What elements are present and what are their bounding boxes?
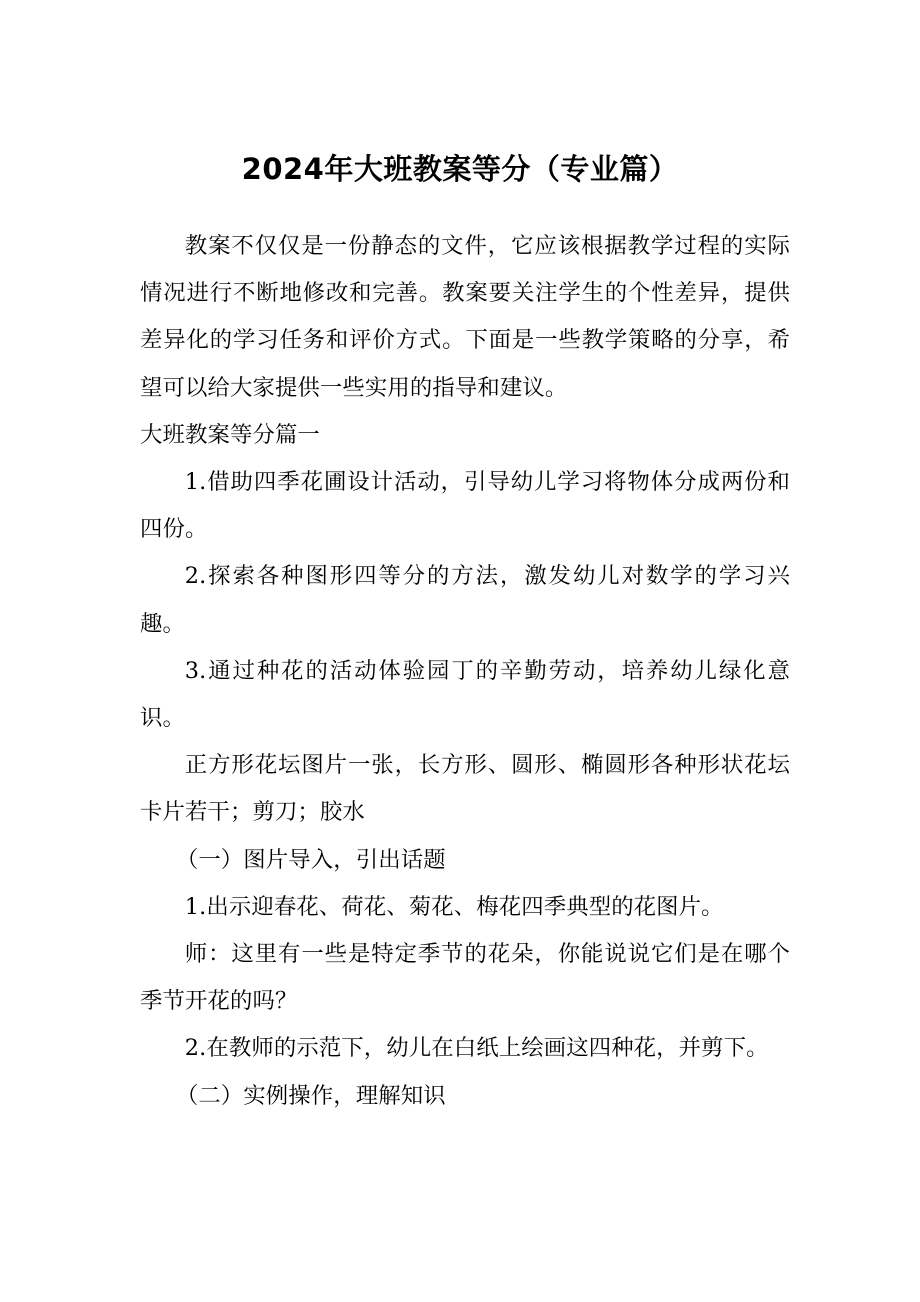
document-title: 2024年大班教案等分（专业篇） [241,152,679,186]
step-item: 2.在教师的示范下，幼儿在白纸上绘画这四种花，并剪下。 [184,1035,769,1062]
intro-paragraph: 教案不仅仅是一份静态的文件，它应该根据教学过程的实际情况进行不断地修改和完善。教案要关注学生的个性差异，提供差异化的学习任务和评价方式。下面是一些教学策略的分享，希望可以给大家提供一些实用的指导和建议。 [140,233,790,401]
step-heading: （二）实例操作，理解知识 [175,1082,446,1109]
materials-paragraph: 正方形花坛图片一张，长方形、圆形、椭圆形各种形状花坛卡片若干；剪刀；胶水 [140,752,790,826]
goal-item: 2.探索各种图形四等分的方法，激发幼儿对数学的学习兴趣。 [140,563,790,637]
document-body [140,223,790,1120]
section-heading: 大班教案等分篇一 [140,421,320,448]
teacher-dialogue: 师：这里有一些是特定季节的花朵，你能说说它们是在哪个季节开花的吗？ [140,941,790,1015]
goal-item: 1.借助四季花圃设计活动，引导幼儿学习将物体分成两份和四份。 [140,469,790,543]
step-item: 1.出示迎春花、荷花、菊花、梅花四季典型的花图片。 [184,893,724,920]
step-heading: （一）图片导入，引出话题 [175,846,446,873]
goal-item: 3.通过种花的活动体验园丁的辛勤劳动，培养幼儿绿化意识。 [140,657,790,732]
